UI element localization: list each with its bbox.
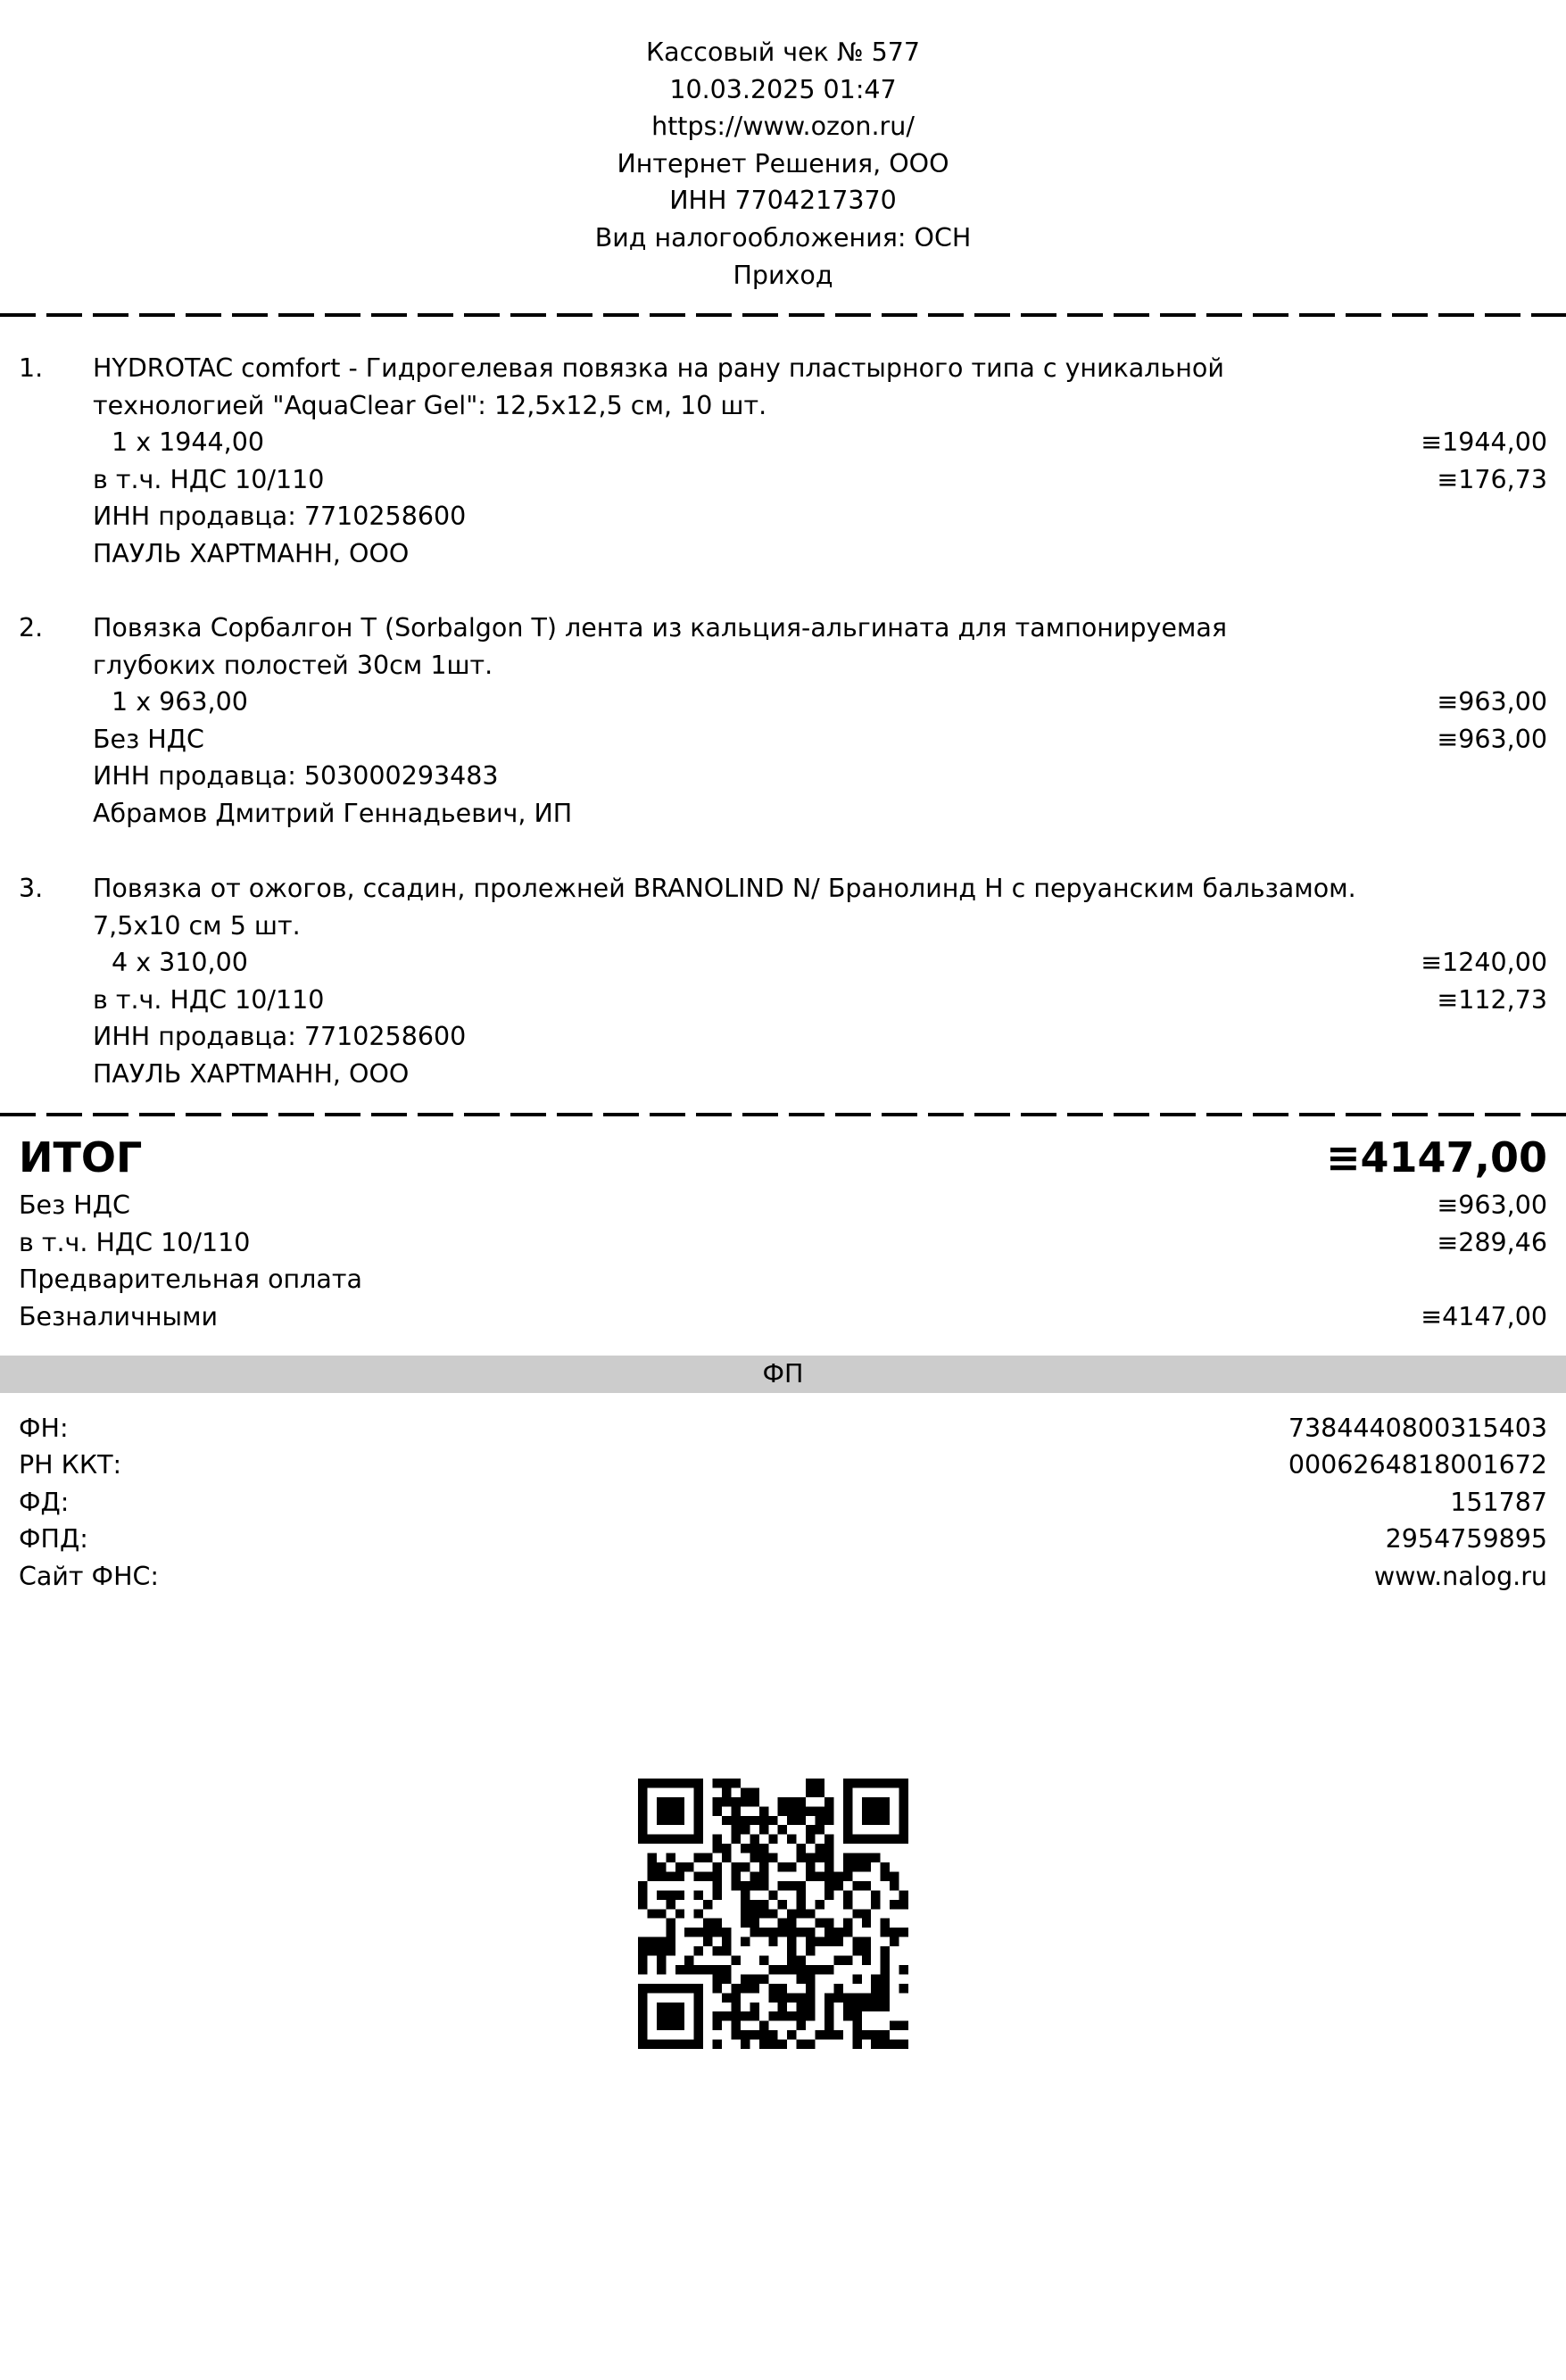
item-number: 3. xyxy=(19,874,44,903)
seller-inn: ИНН продавца: 7710258600 xyxy=(93,1022,467,1052)
operation-type: Приход xyxy=(733,260,833,290)
fpd-row xyxy=(0,1521,1566,1558)
item-vat-label: Без НДС xyxy=(93,724,204,754)
fd-row xyxy=(0,1484,1566,1522)
seller-inn: ИНН продавца: 7710258600 xyxy=(93,502,467,532)
cashless-row xyxy=(0,1298,1566,1336)
item-vat-label: в т.ч. НДС 10/110 xyxy=(93,984,325,1015)
item-vat-value: ≡112,73 xyxy=(1437,984,1547,1015)
rn-kkt-row xyxy=(0,1447,1566,1484)
fpd-value: 2954759895 xyxy=(1385,1524,1547,1554)
receipt-title: Кассовый чек № 577 xyxy=(645,37,921,67)
fd-label: ФД: xyxy=(19,1488,70,1517)
total-label: ИТОГ xyxy=(19,1133,143,1182)
tax-system: Вид налогообложения: ОСН xyxy=(594,222,972,253)
item-qty-price: 1 x 963,00 xyxy=(112,687,248,717)
item-vat-value: ≡176,73 xyxy=(1437,464,1547,494)
dashed-divider xyxy=(0,313,1566,317)
fn-label: ФН: xyxy=(19,1414,69,1443)
seller-name: ПАУЛЬ ХАРТМАНН, ООО xyxy=(93,1058,410,1089)
item-vat-label: в т.ч. НДС 10/110 xyxy=(93,464,325,494)
item-name-line: глубоких полостей 30см 1шт. xyxy=(93,650,493,680)
item-qty-price: 4 x 310,00 xyxy=(112,948,248,978)
fn-value: 7384440800315403 xyxy=(1288,1414,1547,1443)
item-sum: ≡1944,00 xyxy=(1421,427,1547,458)
receipt-header xyxy=(0,34,1566,294)
total-value: ≡4147,00 xyxy=(1325,1133,1547,1182)
item-name-line: HYDROTAC comfort - Гидрогелевая повязка на рану пластырного типа с уникальной xyxy=(93,353,1224,383)
company-name: Интернет Решения, ООО xyxy=(617,148,949,178)
total-row xyxy=(0,1132,1566,1182)
vat-row xyxy=(0,1224,1566,1262)
dashed-divider xyxy=(0,1113,1566,1116)
cashless-label: Безналичными xyxy=(19,1302,219,1331)
item-name-line: Повязка от ожогов, ссадин, пролежней BRANOLIND N/ Бранолинд Н с перуанским бальзамом. xyxy=(93,874,1356,903)
seller-inn: ИНН продавца: 503000293483 xyxy=(93,761,499,792)
company-inn: ИНН 7704217370 xyxy=(669,186,897,216)
item-sum: ≡1240,00 xyxy=(1421,948,1547,978)
seller-name: Абрамов Дмитрий Геннадьевич, ИП xyxy=(93,798,573,828)
item-name-line: Повязка Сорбалгон Т (Sorbalgon T) лента из кальция-альгината для тампонируемая xyxy=(93,613,1228,643)
fd-value: 151787 xyxy=(1450,1488,1547,1517)
receipt-item xyxy=(0,610,1566,833)
receipt-datetime: 10.03.2025 01:47 xyxy=(669,74,897,104)
prepayment-label: Предварительная оплата xyxy=(19,1265,362,1294)
vat-value: ≡289,46 xyxy=(1437,1228,1547,1257)
prepayment-row xyxy=(0,1261,1566,1298)
cashless-value: ≡4147,00 xyxy=(1421,1302,1547,1331)
fpd-label: ФПД: xyxy=(19,1524,88,1554)
receipt-item xyxy=(0,350,1566,573)
qr-code-icon xyxy=(638,1779,908,2049)
vat-label: в т.ч. НДС 10/110 xyxy=(19,1228,251,1257)
item-qty-price: 1 x 1944,00 xyxy=(112,427,264,458)
item-sum: ≡963,00 xyxy=(1437,687,1547,717)
fns-site-value: www.nalog.ru xyxy=(1373,1562,1547,1591)
no-vat-row xyxy=(0,1187,1566,1224)
no-vat-label: Без НДС xyxy=(19,1190,130,1220)
receipt-item xyxy=(0,870,1566,1093)
item-number: 2. xyxy=(19,613,44,643)
item-number: 1. xyxy=(19,353,44,383)
no-vat-value: ≡963,00 xyxy=(1437,1190,1547,1220)
seller-name: ПАУЛЬ ХАРТМАНН, ООО xyxy=(93,538,410,568)
rn-kkt-value: 0006264818001672 xyxy=(1288,1450,1547,1480)
item-name-line: 7,5x10 см 5 шт. xyxy=(93,910,301,941)
fns-site-label: Сайт ФНС: xyxy=(19,1562,160,1591)
fp-section-bar: ФП xyxy=(0,1356,1566,1393)
fn-row xyxy=(0,1410,1566,1447)
item-vat-value: ≡963,00 xyxy=(1437,724,1547,754)
item-name-line: технологией "AquaClear Gel": 12,5x12,5 см, 10 шт. xyxy=(93,390,767,420)
fns-site-row xyxy=(0,1558,1566,1596)
shop-url: https://www.ozon.ru/ xyxy=(651,112,915,142)
rn-kkt-label: РН ККТ: xyxy=(19,1450,122,1480)
